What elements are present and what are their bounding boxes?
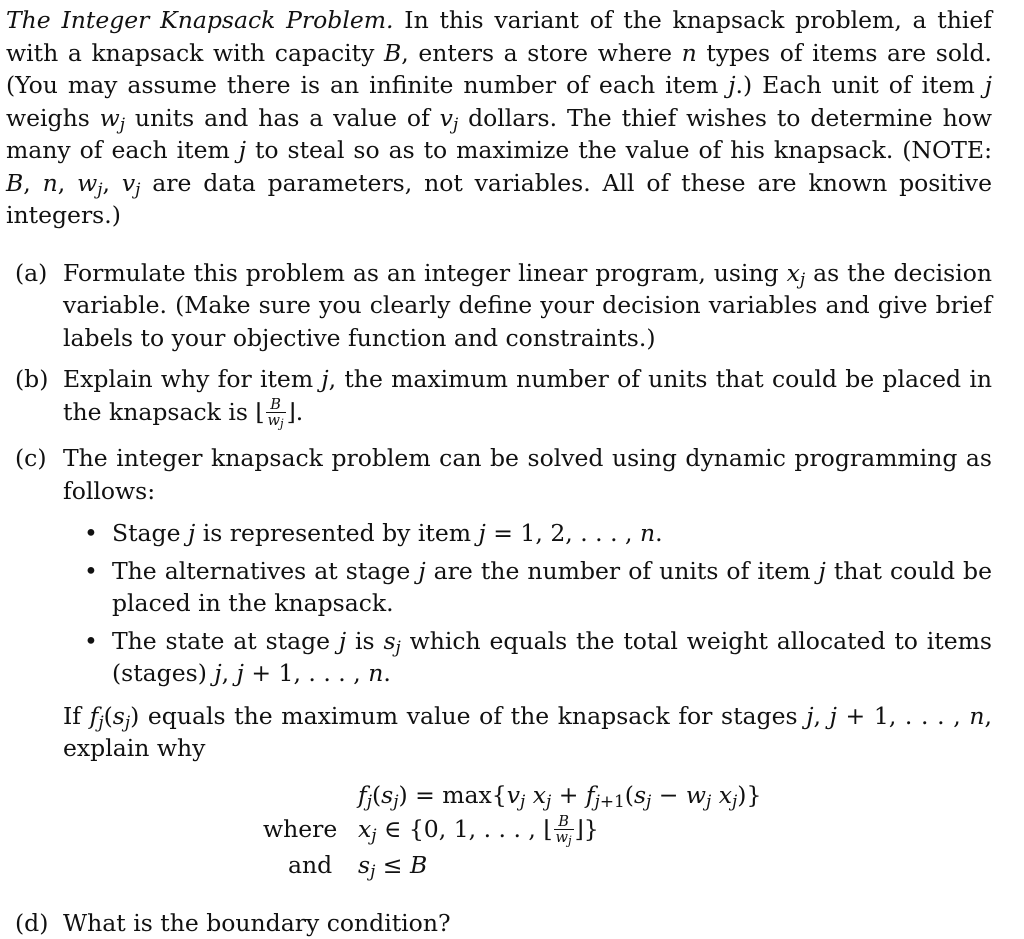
part-a-label: (a) <box>15 258 48 287</box>
where-label: where <box>263 814 338 843</box>
recursion-equation: $f_j(s_j) = \max\{v_j$ $x_j + f_{j+1}(s_j - w_j$ $x_j$)} <box>358 780 762 812</box>
part-b-label: (b) <box>15 365 49 393</box>
problem-title: The Integer Knapsack Problem. <box>6 6 394 34</box>
part-c <box>6 442 992 889</box>
bullet-icon: • <box>84 556 98 585</box>
problem-intro-text: In this variant of the knapsack problem, a thief with a knapsack with capacity B, enters a store where n types of items are sold. (You may assume there is an infinite number of each item j.) Each unit of item j weighs $w_j$ units and has a value of $v_j$ dollars. The thief wishes to determine how many of each item j to steal so as to maximize the value of his knapsack. (NOTE: B, n, $w_j$, $v_j$ are data parameters, not variables. All of these are known positive integers.) <box>6 6 992 229</box>
part-d-text: What is the boundary condition? <box>63 908 451 937</box>
document-page <box>6 4 992 939</box>
bullet-icon: • <box>84 626 98 655</box>
part-c-text: The integer knapsack problem can be solved using dynamic programming as follows: <box>63 444 992 505</box>
bullet-icon: • <box>84 519 98 548</box>
and-label: and <box>288 850 333 879</box>
problem-intro <box>6 4 992 232</box>
where-expression: $x_j$ ∈ {0, 1, . . . , ⌊ $\frac{B}{wj}$ ⌋} <box>358 813 599 848</box>
list-item: • The state at stage j is $s_j$ which equals the total weight allocated to items (stages) j, j + 1, . . . , n. <box>84 626 992 688</box>
part-c-label: (c) <box>15 444 47 473</box>
list-item: • The alternatives at stage j are the number of units of item j that could be placed in the knapsack. <box>84 556 992 618</box>
part-d-label: (d) <box>15 908 49 937</box>
and-expression: $s_j \le B$ <box>358 850 428 882</box>
part-b-text: Explain why for item j, the maximum number of units that could be placed in the knapsack is ⌊ $\frac{B}{wj}$ ⌋. <box>63 365 992 431</box>
part-b <box>6 363 992 429</box>
stage-bullet-list <box>63 517 992 690</box>
recursion-equation-block <box>63 779 992 889</box>
recursion-intro: If $f_j(s_j)$ equals the maximum value of the knapsack for stages j, j + 1, . . . , n, explain why <box>63 701 992 763</box>
part-a-text: Formulate this problem as an integer linear program, using $x_j$ as the decision variable. (Make sure you clearly define your decision variables and give brief labels to your objective function and constraints.) <box>63 258 992 352</box>
list-item: • Stage j is represented by item j = 1, 2, . . . , n. <box>112 517 992 550</box>
part-a <box>6 257 992 355</box>
